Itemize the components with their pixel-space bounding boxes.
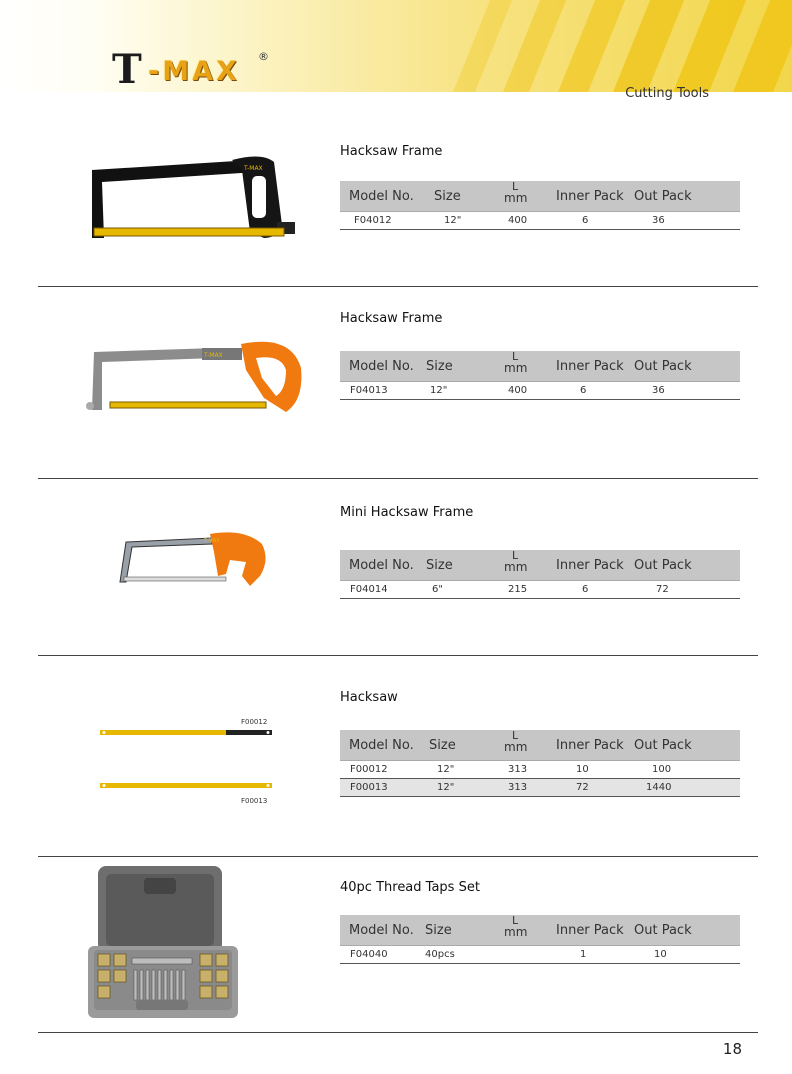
col-inner: Inner Pack [556,181,634,212]
spec-table [340,915,740,964]
col-model: Model No. [340,181,434,212]
hacksaw-frame-orange-image [76,338,306,427]
product-title: Hacksaw [340,690,398,705]
spec-header-row: Model No. Size L mm Inner Pack Out Pack [340,915,740,946]
spec-table [340,181,740,230]
col-size: Size [434,181,504,212]
col-out: Out Pack [634,181,740,212]
blade-label-f00013: F00013 [241,797,268,805]
table-row: F00013 12" 313 72 1440 [340,779,740,797]
section-divider [38,286,758,287]
tmax-logo: T -MAX ® [112,46,269,93]
hacksaw-blades-image [96,714,276,813]
page-number: 18 [722,1040,742,1058]
spec-header-row: Model No. Size L mm Inner Pack Out Pack [340,351,740,382]
blade-label-f00012: F00012 [241,718,268,726]
product-title: Hacksaw Frame [340,311,443,326]
col-length: L mm [504,181,556,212]
section-divider [38,856,758,857]
spec-table [340,550,740,599]
table-row: F04040 40pcs 1 10 [340,946,740,964]
spec-table [340,730,740,797]
hacksaw-frame-black-image [82,150,302,254]
product-title: Mini Hacksaw Frame [340,505,474,520]
section-divider [38,478,758,479]
product-title: 40pc Thread Taps Set [340,880,480,895]
table-row: F00012 12" 313 10 100 [340,761,740,779]
spec-table [340,351,740,400]
svg-text:T-MAX: T-MAX [244,165,263,172]
thread-taps-set-image [82,862,242,1026]
mini-hacksaw-frame-image [114,530,274,596]
table-row: F04014 6" 215 6 72 [340,581,740,599]
spec-header-row: Model No. Size L mm Inner Pack Out Pack [340,730,740,761]
spec-header-row: Model No. Size L mm Inner Pack Out Pack [340,550,740,581]
section-divider [38,655,758,656]
table-row: F04013 12" 400 6 36 [340,382,740,400]
svg-text:T-MAX: T-MAX [204,352,223,359]
section-title: Cutting Tools [625,86,709,101]
spec-header-row [340,181,740,212]
table-row: F04012 12" 400 6 36 [340,212,740,230]
svg-text:T-MAX: T-MAX [204,538,220,544]
section-divider [38,1032,758,1033]
product-title: Hacksaw Frame [340,144,443,159]
